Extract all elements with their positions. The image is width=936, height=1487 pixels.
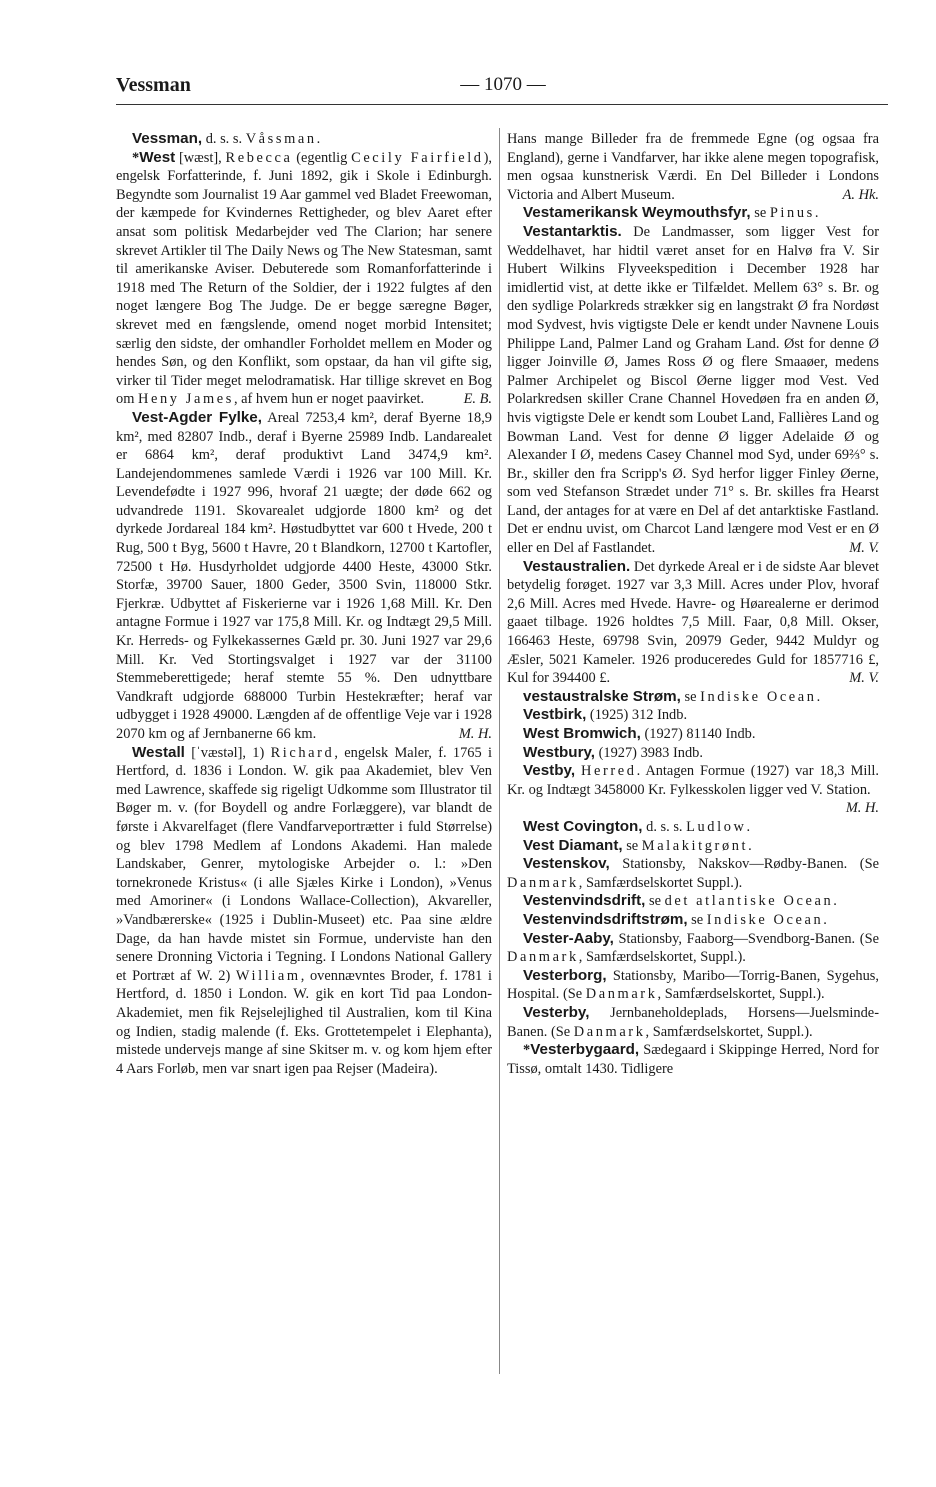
entry-text: se (750, 205, 770, 222)
entry-text: , af hvem hun er noget paavirket. (233, 391, 425, 408)
entry-text: (1927) 81140 Indb. (640, 726, 756, 742)
entry-text: [ˈvæstəl], 1) (184, 744, 271, 761)
entry-headword: Vestby, (523, 762, 576, 780)
entry-text: . (833, 893, 837, 910)
entry-text: se (680, 688, 701, 705)
spaced-name: Danmark (507, 874, 579, 891)
spaced-name: Rebecca (225, 149, 293, 166)
entry-text: , Samfærdselskortet, Suppl.). (657, 986, 825, 1003)
spaced-name: Indiske Ocean (706, 911, 824, 928)
entry-headword: Vestenvindsdrift, (523, 892, 646, 910)
entry-text: (egentlig (292, 149, 352, 166)
entry-headword: Westbury, (523, 743, 596, 761)
dictionary-entry (507, 558, 879, 688)
dictionary-entry (116, 149, 492, 409)
entry-text: se (622, 837, 642, 854)
entry-headword: Vesterborg, (523, 966, 607, 984)
dictionary-entry (507, 837, 879, 856)
spaced-name: Danmark (573, 1023, 646, 1040)
entry-headword: Vestamerikansk Weymouthsfyr, (523, 204, 751, 222)
header-rule (116, 104, 888, 105)
author-signature: M. V. (849, 670, 879, 687)
dictionary-entry (507, 688, 879, 707)
author-signature: E. B. (463, 391, 492, 408)
entry-text: , engelsk Maler, f. 1765 i Hertford, d. 1836 i London. W. gik paa Akademiet, blev Ven med Lawrence, skaffede sig rigeligt Udkomme som Illustrator til Bøger m. v. (for Boydell og andre Forlæggere), var blandt de første i Akvarelfaget (flere Vandfarveportrætter i fuld Størrelse) og blev 1798 Medlem af Londons Akademi. Han malede Landskaber, Genrer, mytologiske Arbejder o. l.: »Den tornekronede Kristus« (i alle Sjæles Kirke i London), »Venus med Amoriner« (i Londons Wallace-Collection), Akvareller, »Vandbærerske« (1925 i Dublin-Museet) etc. Paa sine ældre Dage, da han havde mistet sin Formue, underviste han den senere Dronning Victoria i Tegning. I Londons National Gallery et Portræt af W. 2) (116, 744, 492, 984)
entry-text: d. s. s. (642, 818, 687, 835)
dictionary-entry (507, 855, 879, 892)
entry-text: se (645, 893, 665, 910)
entry-text: Stationsby, Maribo—Torrig-Banen, Sygehus, Hospital. (Se (507, 967, 879, 1003)
entry-headword: vestaustralske Strøm, (523, 687, 681, 705)
entry-headword: Vestantarktis. (523, 222, 622, 240)
entry-text: Jernbaneholdeplads, Horsens—Juelsminde-Banen. (Se (507, 1004, 879, 1040)
entry-text: (1925) 312 Indb. (586, 707, 688, 724)
asterisk-marker: * (132, 149, 140, 166)
author-signature: M. H. (458, 726, 492, 742)
entry-text: Stationsby, Nakskov—Rødby-Banen. (Se (609, 856, 879, 873)
entry-text: , Samfærdselskortet, Suppl.). (578, 949, 746, 966)
dictionary-entry (507, 892, 879, 911)
dictionary-entry (507, 930, 879, 967)
running-head: Vessman (116, 74, 191, 96)
dictionary-entry (507, 223, 879, 558)
entry-headword: Vesterbygaard, (530, 1041, 640, 1059)
page-header (116, 74, 888, 104)
entry-text: Det dyrkede Areal er i de sidste Aar blevet betydelig forøget. 1927 var 3,3 Mill. Acres under Plov, hvoraf 2,6 Mill. Acres med Hvede. Havre- og Høarealerne er derimod gaaet tilbage. 1926 holdtes 7,5 Mill. Faar, 0,8 Mill. Okser, 166463 Heste, 69798 Svin, 20979 Geder, 9442 Muldyr og Æsler, 5021 Kameler. 1926 produceredes Guld for 1857716 £, Kul for 394400 £. (507, 558, 879, 687)
entry-text: (1927) 3983 Indb. (595, 744, 703, 761)
entry-text: [wæst], (175, 149, 226, 166)
dictionary-entry (507, 818, 879, 837)
entry-text: ), engelsk Forfatterinde, f. Juni 1892, gik i Skole i Edinburgh. Begyndte som Journalist 19 Aar gammel ved Bladet Freewoman, der kæmpede for Kvindernes Rettigheder, og blev Aaret efter ansat som politisk Medarbejder ved The Clarion; har senere skrevet Artikler til The Daily News og The New Statesman, samt til amerikanske Aviser. Debuterede som Romanforfatterinde i 1918 med The Return of the Soldier, der i 1922 fulgtes af den noget længere Bog The Judge. De er begge særegne Bøger, skrevet med en fængslende, omend noget morbid Intensitet; særlig den sidste, der omhandler Forholdet mellem en Moder og hendes Søn, og den Konflikt, som opstaar, da han vil gifte sig, virker til Tider meget melodramatisk. Har tillige skrevet en Bog om (116, 149, 492, 408)
spaced-name: Våssman (245, 131, 317, 147)
dictionary-entry (116, 409, 492, 744)
author-signature: M. H. (845, 800, 879, 817)
spaced-name: Indiske Ocean (700, 688, 817, 705)
dictionary-entry (116, 130, 492, 149)
entry-headword: Vest Diamant, (523, 836, 623, 854)
spaced-name: Cecily Fairfield (351, 149, 484, 166)
dictionary-entry (507, 911, 879, 930)
dictionary-entry (507, 1004, 879, 1041)
entry-headword: Vestbirk, (523, 706, 587, 724)
entry-text: Sædegaard i Skippinge Herred, Nord for Tissø, omtalt 1430. Tidligere (507, 1042, 879, 1077)
asterisk-marker: * (523, 1042, 531, 1059)
dictionary-entry (507, 130, 879, 204)
spaced-name: William (235, 967, 301, 984)
entry-headword: Vest-Agder Fylke, (132, 408, 262, 426)
entry-text: Hans mange Billeder fra de fremmede Egne (og ogsaa fra England), gerne i Vandfarver, har ikke alene megen topografisk, men ogsaa kunstnerisk Værdi. En Del Billeder i Londons Victoria and Albert Museum. (507, 131, 879, 203)
entry-headword: Vessman, (132, 130, 203, 147)
entry-text: . Antagen Formue (1927) var 18,3 Mill. Kr. og Indtægt 3458000 Kr. Fylkesskolen ligger ved V. Station. (507, 763, 879, 798)
entry-text: se (687, 911, 707, 928)
left-column (116, 130, 492, 1078)
spaced-name: det atlantiske Ocean (664, 893, 834, 910)
entry-headword: West (139, 148, 176, 166)
entry-text: . (316, 131, 321, 147)
spaced-name: Heny James (138, 391, 234, 408)
entry-headword: Vestenskov, (523, 855, 610, 873)
dictionary-entry (507, 744, 879, 763)
dictionary-entry (507, 967, 879, 1004)
entry-headword: Vester-Aaby, (523, 929, 614, 947)
entry-headword: Westall (132, 743, 185, 761)
author-signature: A. Hk. (842, 186, 879, 203)
dictionary-entry (507, 706, 879, 725)
page-number: — 1070 — (460, 74, 546, 95)
entry-text: . (746, 818, 751, 835)
dictionary-entry (507, 762, 879, 818)
author-signature: M. V. (849, 540, 879, 557)
entry-headword: Vestenvindsdriftstrøm, (523, 910, 688, 928)
spaced-name: Danmark (507, 949, 579, 966)
entry-text: , ovennævntes Broder, f. 1781 i Hertford, d. 1850 i London. W. gik en kort Tid paa London-Akademiet, men fik Rejselejlighed til Australien, kom til Kina og Indien, stadig malende (f. Eks. Grottetempelet i Elephanta), mistede undervejs mange af sine Skitser m. v. og kom hjem efter 4 Aars Forløb, men var snart igen paa Rejser (Madeira). (116, 967, 492, 1077)
entry-text: . (748, 837, 752, 854)
entry-headword: Vestaustralien. (523, 557, 631, 575)
spaced-name: Ludlow (686, 818, 747, 835)
entry-text: . (814, 205, 819, 222)
dictionary-entry (507, 204, 879, 223)
entry-headword: West Bromwich, (523, 725, 641, 742)
entry-text: Areal 7253,4 km², deraf Byerne 18,9 km², med 82807 Indb., deraf i Byerne 25989 Indb. Landarealet er 6864 km², deraf produktivt Land 3474,9 km². Landejendommenes samlede Værdi i 1926 var 100 Mill. Kr. Levendefødte i 1927 996, hvoraf 21 uægte; der døde 662 og udvandrede 1191. Skovarealet udgjorde 1800 km² og det dyrkede Jordareal 184 km². Høstudbyttet var 600 t Hvede, 200 t Rug, 500 t Byg, 5600 t Havre, 20 t Blandkorn, 12700 t Kartofler, 72500 t Hø. Husdyrholdet udgjorde 4400 Heste, 43000 Stkr. Storfæ, 39700 Sauer, 1800 Geder, 3500 Svin, 118000 Stkr. Fjerkræ. Udbyttet af Fiskerierne var i 1926 1,68 Mill. Kr. Den antagne Formue i 1927 var 175,8 Mill. Kr. og Indtægt 29,5 Mill. Kr. Herreds- og Fylkekassernes Gæld pr. 30. Juni 1927 var 29,6 Mill. Kr. Ved Stortingsvalget i 1927 var der 31100 Stemmeberettigede; heraf stemte 55 %. Den udnyttbare Vandkraft udgjorde 688000 Turbin Hestekræfter; heraf var udbygget i 1928 49000. Længden af de offentlige Veje var i 1928 2070 km og af Jernbanerne 66 km. (116, 409, 492, 742)
entry-text: d. s. s. (202, 131, 246, 147)
entry-text: . (816, 688, 821, 705)
spaced-name: Malakitgrønt (641, 837, 749, 854)
spaced-name: Richard (270, 744, 335, 761)
dictionary-entry (507, 1041, 879, 1078)
dictionary-entry (116, 744, 492, 1079)
spaced-name: Pinus (769, 205, 815, 222)
entry-text: De Landmasser, som ligger Vest for Weddelhavet, har hidtil været anset for en Halvø fra V. Sir Hubert Wilkins Flyveekspedition i December 1928 har imidlertid vist, at dette ikke er Tilfældet. Mellem 63° s. Br. og den sydlige Polarkreds strækker sig en langstrakt Ø fra Nordøst mod Sydvest, hvis vigtigste Dele er kendt under Navnene Louis Philippe Land, Palmer Land og Graham Land. Øst for denne Ø ligger Joinville Ø, James Ross Ø og flere Smaaøer, medens Palmer Archipelet og Biscol Øerne ligger mod Vest. Ved Polarkredsen skiller Crane Channel Hovedøen fra en anden Ø, hvis vigtigste Dele er kendt som Loubet Land, Fallières Land og Bowman Land. Vest for denne Ø ligger Adelaide Ø og Alexander I Ø, medens Casey Channel mod Syd, under 69⅔° s. Br., skiller den fra Scripp's Ø. Syd herfor ligger Finley Øerne, som ved Stefanson Strædet under 71° s. Br. skilles fra Hearst Land, der antages for at være en Del af det antarktiske Fastland. Det er endnu uvist, om Charcot Land længere mod Vest er en Ø eller en Del af Fastlandet. (507, 223, 879, 557)
entry-text: . (823, 911, 827, 928)
entry-text: , Samfærdselskortet, Suppl.). (645, 1023, 813, 1040)
entry-text: Stationsby, Faaborg—Svendborg-Banen. (Se (613, 930, 879, 947)
spaced-name: Danmark (585, 986, 658, 1003)
dictionary-entry (507, 725, 879, 744)
entry-text: , Samfærdselskortet Suppl.). (578, 874, 743, 891)
column-divider (499, 128, 500, 1374)
right-column (507, 130, 879, 1078)
entry-headword: Vesterby, (523, 1003, 590, 1021)
spaced-name: Herred (581, 763, 637, 780)
entry-headword: West Covington, (523, 817, 643, 835)
